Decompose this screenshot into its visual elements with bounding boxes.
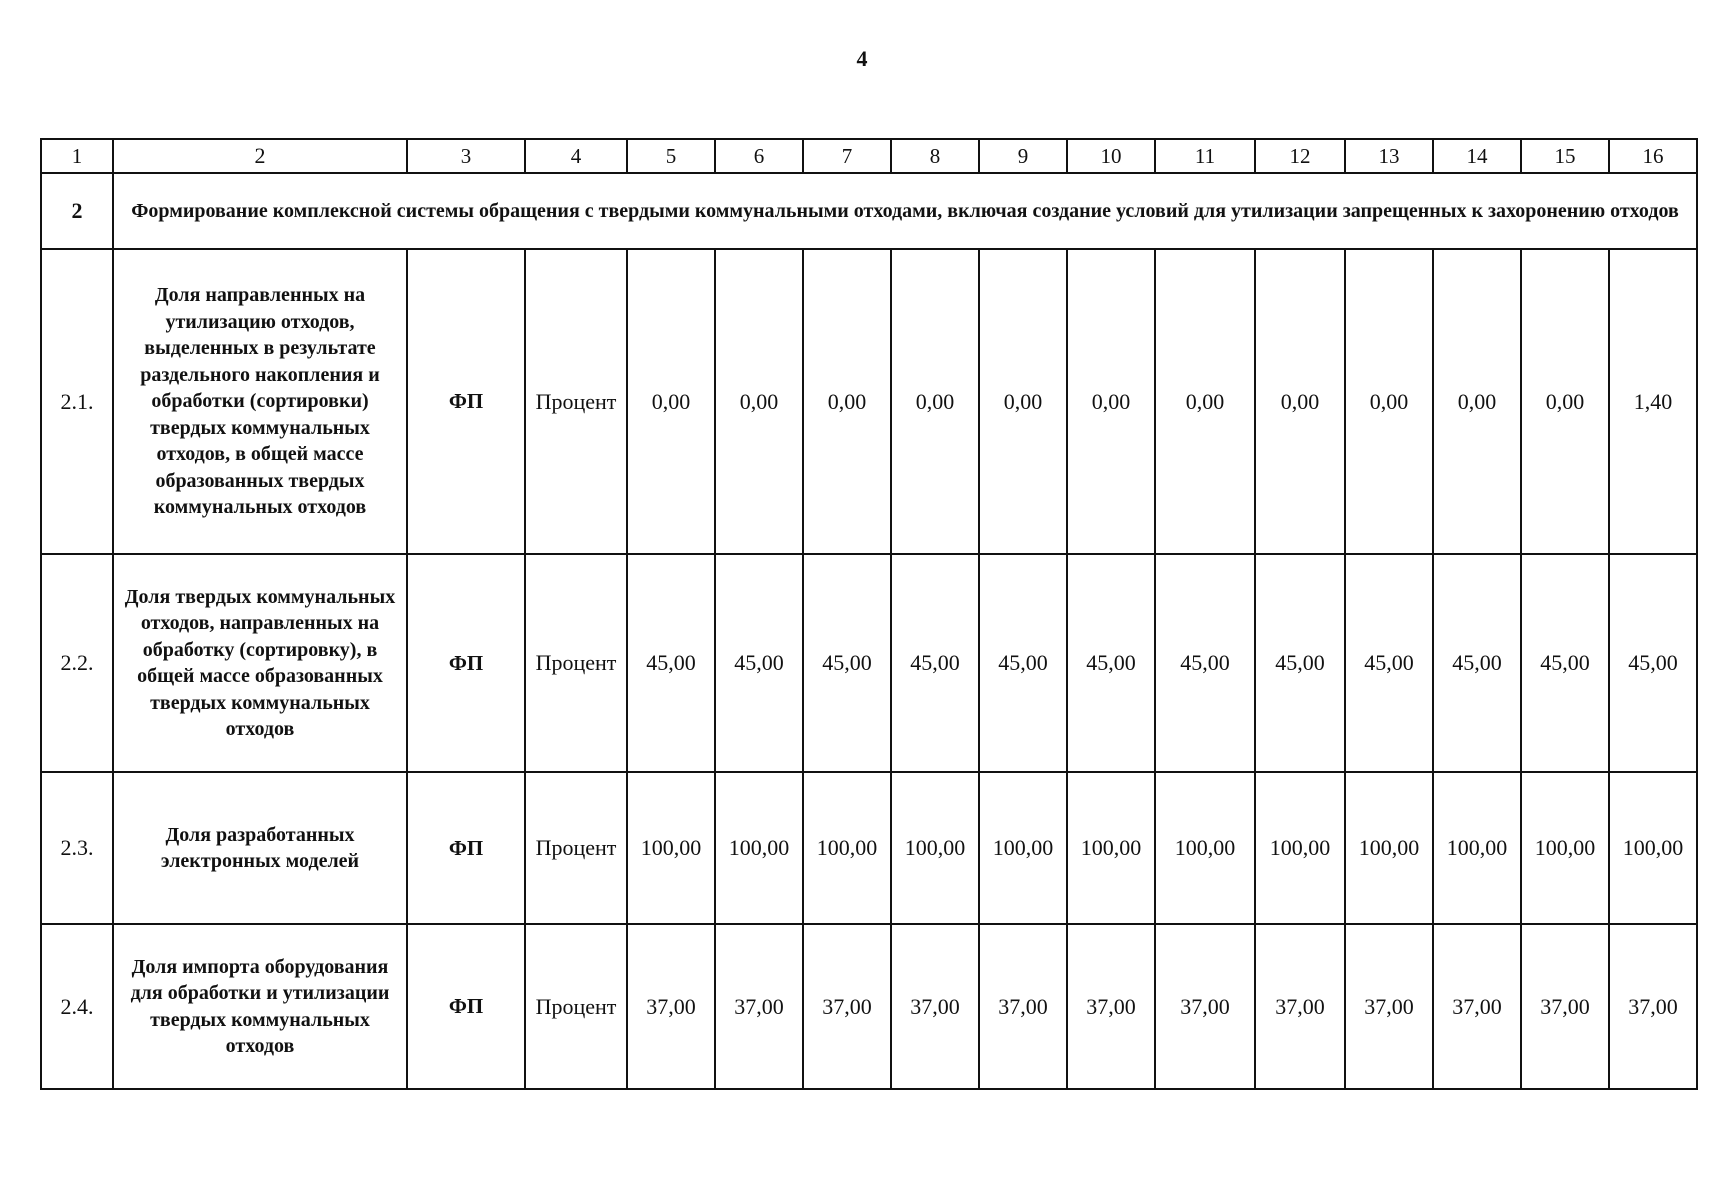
indicator-value: 0,00	[1255, 249, 1345, 554]
indicator-name: Доля импорта оборудования для обработки и утилизации твердых коммунальных отходов	[113, 924, 407, 1089]
indicator-source: ФП	[407, 554, 525, 772]
indicator-value: 45,00	[1067, 554, 1155, 772]
indicator-value: 100,00	[1345, 772, 1433, 924]
indicator-value: 37,00	[979, 924, 1067, 1089]
section-number: 2	[41, 173, 113, 249]
indicator-value: 100,00	[803, 772, 891, 924]
table-row	[41, 772, 1697, 924]
indicator-value: 37,00	[1345, 924, 1433, 1089]
indicator-value: 1,40	[1609, 249, 1697, 554]
indicator-unit: Процент	[525, 924, 627, 1089]
indicator-value: 45,00	[1433, 554, 1521, 772]
column-number: 10	[1067, 139, 1155, 173]
indicator-unit: Процент	[525, 772, 627, 924]
indicator-source: ФП	[407, 772, 525, 924]
indicator-source: ФП	[407, 249, 525, 554]
indicator-value: 0,00	[627, 249, 715, 554]
indicator-value: 100,00	[715, 772, 803, 924]
column-number: 12	[1255, 139, 1345, 173]
indicator-value: 0,00	[1521, 249, 1609, 554]
indicator-unit: Процент	[525, 249, 627, 554]
column-number: 9	[979, 139, 1067, 173]
column-number: 8	[891, 139, 979, 173]
table-row	[41, 924, 1697, 1089]
indicator-source: ФП	[407, 924, 525, 1089]
indicator-value: 37,00	[1521, 924, 1609, 1089]
column-number: 5	[627, 139, 715, 173]
table-row	[41, 554, 1697, 772]
column-number-row	[41, 139, 1697, 173]
column-number: 15	[1521, 139, 1609, 173]
indicator-value: 45,00	[803, 554, 891, 772]
column-number: 7	[803, 139, 891, 173]
indicator-value: 45,00	[1521, 554, 1609, 772]
indicator-value: 37,00	[803, 924, 891, 1089]
indicators-table	[40, 138, 1698, 1090]
indicator-value: 100,00	[1609, 772, 1697, 924]
column-number: 6	[715, 139, 803, 173]
indicator-value: 45,00	[1255, 554, 1345, 772]
indicator-value: 37,00	[715, 924, 803, 1089]
indicator-value: 0,00	[1345, 249, 1433, 554]
indicator-value: 45,00	[979, 554, 1067, 772]
indicator-value: 100,00	[1521, 772, 1609, 924]
row-number: 2.2.	[41, 554, 113, 772]
indicator-name: Доля направленных на утилизацию отходов, выделенных в результате раздельного накопления и обработки (сортировки) твердых коммунальных отходов, в общей массе образованных твердых коммунальных отходов	[113, 249, 407, 554]
indicator-value: 0,00	[1433, 249, 1521, 554]
indicator-value: 45,00	[627, 554, 715, 772]
section-row	[41, 173, 1697, 249]
column-number: 16	[1609, 139, 1697, 173]
column-number: 2	[113, 139, 407, 173]
column-number: 13	[1345, 139, 1433, 173]
section-title: Формирование комплексной системы обращения с твердыми коммунальными отходами, включая создание условий для утилизации запрещенных к захоронению отходов	[113, 173, 1697, 249]
indicator-value: 0,00	[803, 249, 891, 554]
indicator-value: 45,00	[1155, 554, 1255, 772]
indicator-value: 45,00	[1609, 554, 1697, 772]
indicator-value: 37,00	[1155, 924, 1255, 1089]
indicator-value: 100,00	[979, 772, 1067, 924]
indicator-value: 100,00	[1155, 772, 1255, 924]
indicator-value: 37,00	[1067, 924, 1155, 1089]
indicator-value: 37,00	[1255, 924, 1345, 1089]
column-number: 4	[525, 139, 627, 173]
indicator-value: 37,00	[891, 924, 979, 1089]
row-number: 2.3.	[41, 772, 113, 924]
indicator-value: 37,00	[1433, 924, 1521, 1089]
indicator-name: Доля разработанных электронных моделей	[113, 772, 407, 924]
column-number: 11	[1155, 139, 1255, 173]
indicator-value: 0,00	[715, 249, 803, 554]
indicator-value: 37,00	[627, 924, 715, 1089]
column-number: 3	[407, 139, 525, 173]
indicator-value: 100,00	[1255, 772, 1345, 924]
indicator-value: 0,00	[1155, 249, 1255, 554]
indicator-value: 100,00	[627, 772, 715, 924]
indicator-value: 100,00	[891, 772, 979, 924]
indicator-value: 0,00	[979, 249, 1067, 554]
indicator-value: 45,00	[891, 554, 979, 772]
column-number: 14	[1433, 139, 1521, 173]
indicator-value: 45,00	[715, 554, 803, 772]
row-number: 2.4.	[41, 924, 113, 1089]
indicator-value: 0,00	[1067, 249, 1155, 554]
page-number: 4	[856, 46, 868, 71]
row-number: 2.1.	[41, 249, 113, 554]
indicator-value: 45,00	[1345, 554, 1433, 772]
indicator-value: 0,00	[891, 249, 979, 554]
indicator-name: Доля твердых коммунальных отходов, направленных на обработку (сортировку), в общей массе образованных твердых коммунальных отходов	[113, 554, 407, 772]
indicator-value: 100,00	[1433, 772, 1521, 924]
table-row	[41, 249, 1697, 554]
column-number: 1	[41, 139, 113, 173]
indicator-value: 37,00	[1609, 924, 1697, 1089]
indicator-value: 100,00	[1067, 772, 1155, 924]
indicator-unit: Процент	[525, 554, 627, 772]
